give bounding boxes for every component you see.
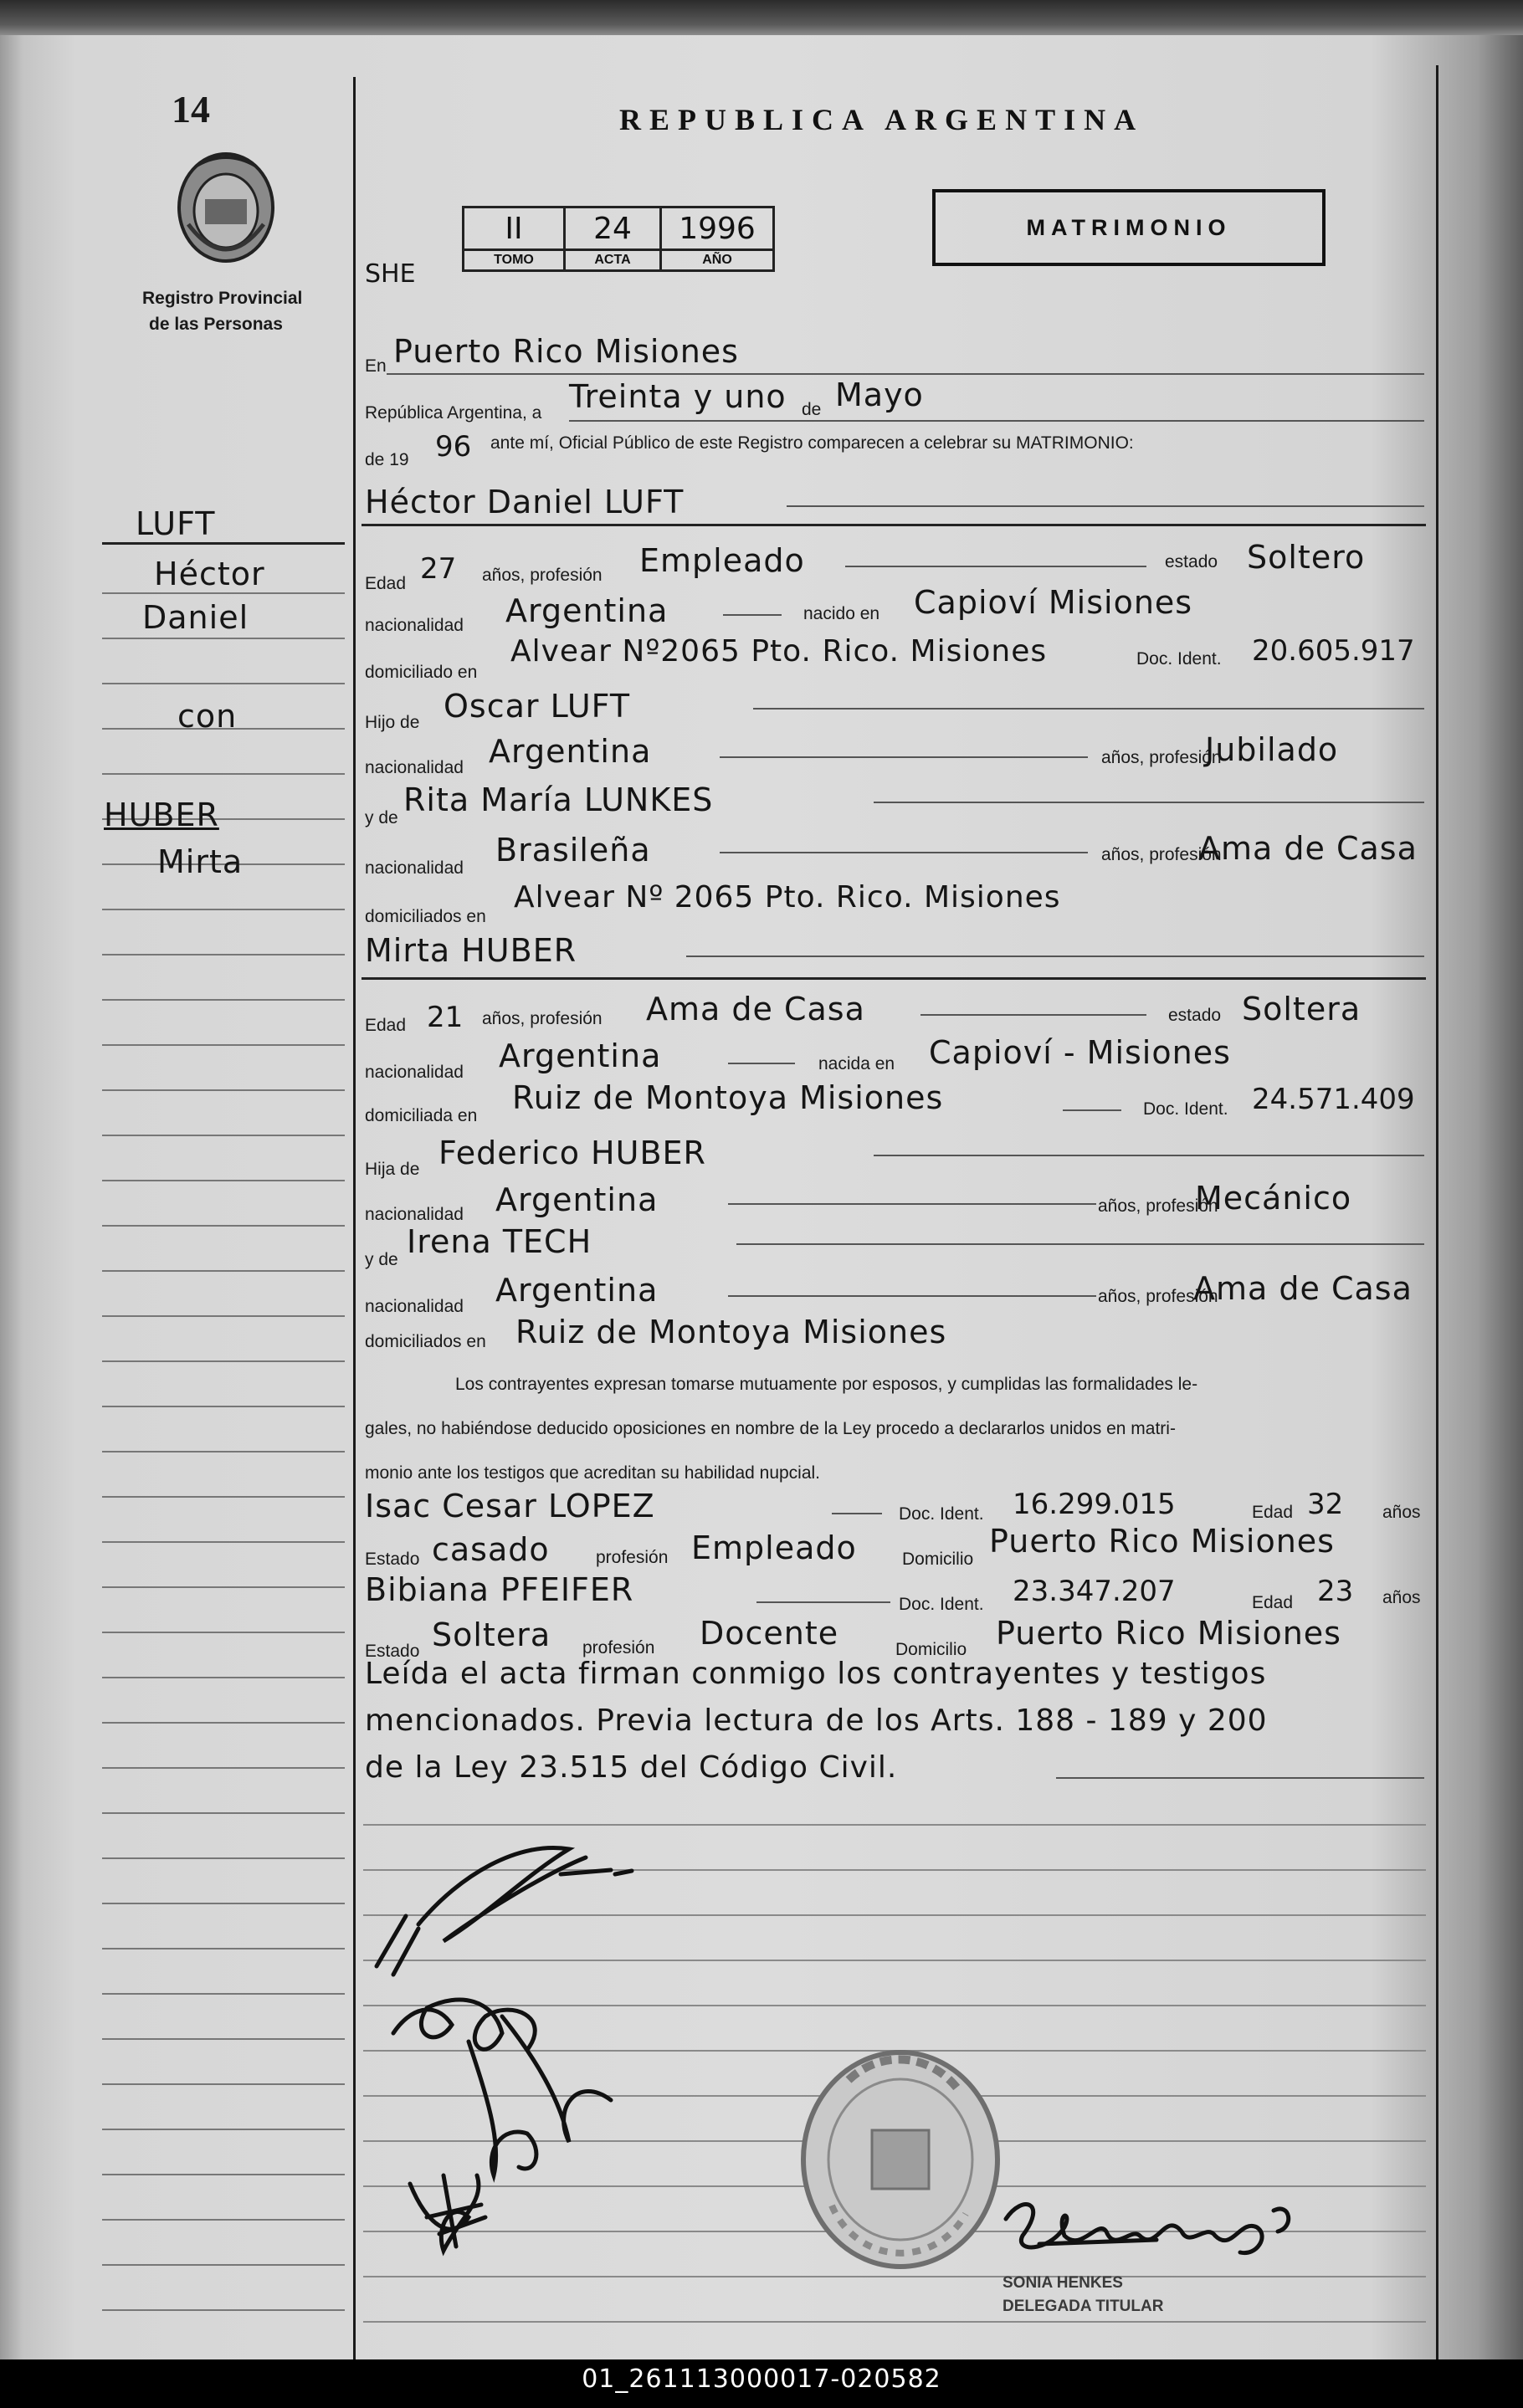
closing-line: Leída el acta firman conmigo los contrayentes y testigos [365,1657,1267,1691]
margin-rule [102,2309,345,2311]
bride-birthplace: Capioví - Misiones [929,1034,1231,1071]
place-value: Puerto Rico Misiones [393,333,739,370]
section-divider [362,524,1426,526]
margin-rule [102,1903,345,1904]
bride-father-profession-label: años, profesión [1098,1196,1218,1216]
margin-surname-1: LUFT [136,505,216,542]
margin-connector: con [177,698,238,735]
groom-mother-nationality-label: nacionalidad [365,858,464,878]
bride-father-profession: Mecánico [1195,1180,1352,1217]
witness1-anos-label: años [1382,1503,1421,1522]
margin-rule [102,909,345,910]
bride-address-label: domiciliada en [365,1106,478,1125]
margin-surname-2: HUBER [104,797,219,833]
witness1-age-label: Edad [1252,1503,1294,1522]
margin-rule [102,1225,345,1227]
witness1-doc-label: Doc. Ident. [899,1504,984,1524]
margin-rule [102,1180,345,1181]
field-line [845,566,1146,567]
declaration-text [365,1362,1428,1495]
margin-rule [102,1722,345,1724]
margin-firstname-2: Mirta [157,843,244,880]
witness2-domicilio-label: Domicilio [895,1640,967,1659]
declaration-line: gales, no habiéndose deducido oposiciones en nombre de la Ley procedo a declararlos unidos en matri- [365,1419,1176,1438]
closing-line: de la Ley 23.515 del Código Civil. [365,1750,898,1785]
margin-rule [102,1451,345,1452]
bride-father-label: Hija de [365,1160,420,1179]
groom-mother-nationality: Brasileña [495,832,651,868]
groom-father-profession: Jubilado [1205,731,1339,768]
bride-estado-label: estado [1168,1006,1222,1025]
field-line [723,614,782,616]
field-line [787,505,1424,507]
margin-rule [102,2264,345,2266]
bride-father-nationality: Argentina [495,1181,659,1218]
witness2-anos-label: años [1382,1588,1421,1607]
field-line [756,1601,890,1603]
witness2-name: Bibiana PFEIFER [365,1571,634,1608]
margin-rule [102,1586,345,1588]
margin-rule [102,542,345,545]
republic-label: República Argentina, a [365,403,542,423]
groom-address-label: domiciliado en [365,663,478,682]
groom-father: Oscar LUFT [444,688,631,725]
year-suffix: 96 [435,430,472,464]
field-line [1063,1109,1121,1111]
margin-rule [102,773,345,775]
bride-nationality-label: nacionalidad [365,1063,464,1082]
en-label: En [365,356,387,376]
groom-doc-number: 20.605.917 [1252,634,1415,668]
field-line [686,956,1424,957]
volume-prefix: SHE [365,259,416,289]
officer-stamp-line1: SONIA HENKES [1003,2274,1123,2292]
groom-profession-label: años, profesión [482,566,603,585]
acta-value: 24 [565,207,661,250]
margin-rule [102,1496,345,1498]
bride-mother-profession: Ama de Casa [1193,1270,1413,1307]
witness1-profession-label: profesión [596,1548,669,1567]
groom-nationality: Argentina [505,592,669,629]
margin-firstname-1b: Daniel [142,599,249,636]
margin-rule [102,683,345,684]
field-line [832,1513,882,1514]
bride-age: 21 [427,1001,464,1034]
scan-top-edge [0,0,1523,35]
margin-rule [102,2219,345,2221]
groom-mother-profession-label: años, profesión [1101,845,1222,864]
witness1-estado-label: Estado [365,1550,420,1569]
groom-age-label: Edad [365,574,407,593]
margin-rule [102,638,345,639]
bride-mother-nationality-label: nacionalidad [365,1297,464,1316]
margin-rule [102,2129,345,2130]
groom-estado: Soltero [1247,539,1366,576]
groom-nationality-label: nacionalidad [365,616,464,635]
witness2-age-label: Edad [1252,1593,1294,1612]
margin-rule [102,1135,345,1136]
field-line [1056,1777,1424,1779]
bride-doc-label: Doc. Ident. [1143,1099,1228,1119]
groom-birthplace-label: nacido en [803,604,880,623]
witness2-age: 23 [1317,1575,1354,1608]
groom-full-name: Héctor Daniel LUFT [365,484,685,520]
right-margin-rule [1436,65,1438,2361]
section-divider [362,977,1426,980]
registry-name-line1: Registro Provincial [142,289,303,308]
registry-name-line2: de las Personas [149,315,283,334]
field-line [387,373,1424,375]
blank-rule [363,2321,1426,2323]
act-type-box [932,189,1326,266]
field-line [736,1243,1424,1245]
tomo-label: TOMO [464,250,565,271]
bride-nationality: Argentina [499,1037,662,1074]
margin-rule [102,1541,345,1543]
witness1-domicilio: Puerto Rico Misiones [989,1523,1335,1560]
left-margin-rule [353,77,356,2361]
margin-rule [102,1948,345,1949]
groom-profession: Empleado [639,542,805,579]
margin-rule [102,2083,345,2085]
officer-stamp-line2: DELEGADA TITULAR [1003,2298,1164,2315]
witness2-doc: 23.347.207 [1013,1575,1176,1608]
margin-rule [102,1360,345,1362]
field-line [720,756,1088,758]
signature-scribbles [360,1824,711,2259]
bride-father-nationality-label: nacionalidad [365,1205,464,1224]
witness1-doc: 16.299.015 [1013,1488,1176,1521]
margin-rule [102,1677,345,1678]
margin-rule [102,1632,345,1633]
act-type-label: MATRIMONIO [1026,215,1232,240]
document-code: 01_261113000017-020582 [582,2364,941,2394]
margin-rule [102,1993,345,1995]
margin-rule [102,1812,345,1814]
margin-rule [102,1044,345,1046]
witness1-profession: Empleado [691,1529,857,1566]
de-label: de [802,400,822,419]
margin-rule [102,1767,345,1769]
bride-profession-label: años, profesión [482,1009,603,1028]
field-line [920,1014,1146,1016]
bride-parents-address-label: domiciliados en [365,1332,486,1351]
margin-firstname-1a: Héctor [154,556,265,592]
bride-doc-number: 24.571.409 [1252,1083,1415,1116]
tomo-value: II [464,207,565,250]
field-line [728,1203,1096,1205]
bride-birthplace-label: nacida en [818,1054,895,1073]
witness2-estado-label: Estado [365,1642,420,1661]
bride-mother-profession-label: años, profesión [1098,1287,1218,1306]
margin-rule [102,2038,345,2040]
groom-father-nationality: Argentina [489,733,652,770]
witness2-domicilio: Puerto Rico Misiones [996,1615,1341,1652]
field-line [728,1295,1096,1297]
acta-label: ACTA [565,250,661,271]
margin-rule [102,2174,345,2175]
field-line [874,1155,1424,1156]
groom-address: Alvear Nº2065 Pto. Rico. Misiones [510,634,1048,669]
margin-rule [102,1089,345,1091]
groom-doc-label: Doc. Ident. [1136,649,1222,669]
witness1-domicilio-label: Domicilio [902,1550,974,1569]
bride-mother-nationality: Argentina [495,1272,659,1309]
field-line [569,420,1424,422]
ano-label: AÑO [661,250,774,271]
groom-estado-label: estado [1165,552,1218,571]
month-value: Mayo [835,377,924,413]
margin-rule [102,1315,345,1317]
closing-line: mencionados. Previa lectura de los Arts. 188 - 189 y 200 [365,1704,1268,1738]
year-prefix: de 19 [365,450,409,469]
bride-estado: Soltera [1242,991,1361,1027]
bride-profession: Ama de Casa [646,991,865,1027]
margin-rule [102,999,345,1001]
groom-father-profession-label: años, profesión [1101,748,1222,767]
bride-mother: Irena TECH [407,1223,592,1260]
witness2-profession: Docente [700,1615,839,1652]
witness1-age: 32 [1307,1488,1344,1521]
intro-statement: ante mí, Oficial Público de este Registro comparecen a celebrar su MATRIMONIO: [490,433,1134,453]
witness1-name: Isac Cesar LOPEZ [365,1488,655,1524]
margin-rule [102,1270,345,1272]
day-value: Treinta y uno [569,378,787,415]
country-heading: REPUBLICA ARGENTINA [619,103,1145,136]
margin-rule [102,592,345,594]
officer-signature [989,2185,1307,2277]
tomo-acta-ano-table [462,206,775,272]
margin-rule [102,1406,345,1407]
bride-full-name: Mirta HUBER [365,932,577,969]
field-line [720,852,1088,853]
bride-age-label: Edad [365,1016,407,1035]
witness2-doc-label: Doc. Ident. [899,1595,984,1614]
bride-father: Federico HUBER [438,1135,706,1171]
ano-value: 1996 [661,207,774,250]
margin-rule [102,1857,345,1859]
groom-father-label: Hijo de [365,713,420,732]
groom-age: 27 [420,552,457,586]
bride-address: Ruiz de Montoya Misiones [512,1079,944,1116]
official-seal-icon [798,2047,1003,2272]
groom-birthplace: Capioví Misiones [914,584,1193,621]
coat-of-arms-icon [172,149,280,270]
groom-parents-address: Alvear Nº 2065 Pto. Rico. Misiones [514,880,1061,915]
witness2-estado: Soltera [432,1616,551,1653]
field-line [728,1063,795,1064]
field-line [874,802,1424,803]
groom-parents-address-label: domiciliados en [365,907,486,926]
declaration-line: Los contrayentes expresan tomarse mutuamente por esposos, y cumplidas las formalidades le- [455,1375,1198,1394]
field-line [753,708,1424,710]
groom-mother-label: y de [365,808,398,827]
witness2-profession-label: profesión [582,1638,655,1657]
declaration-line: monio ante los testigos que acreditan su habilidad nupcial. [365,1463,821,1483]
witness1-estado: casado [432,1531,550,1568]
margin-rule [102,954,345,956]
groom-mother-profession: Ama de Casa [1198,830,1418,867]
bride-parents-address: Ruiz de Montoya Misiones [515,1314,947,1350]
bride-mother-label: y de [365,1250,398,1269]
groom-mother: Rita María LUNKES [403,781,714,818]
page-number: 14 [172,88,210,131]
groom-father-nationality-label: nacionalidad [365,758,464,777]
